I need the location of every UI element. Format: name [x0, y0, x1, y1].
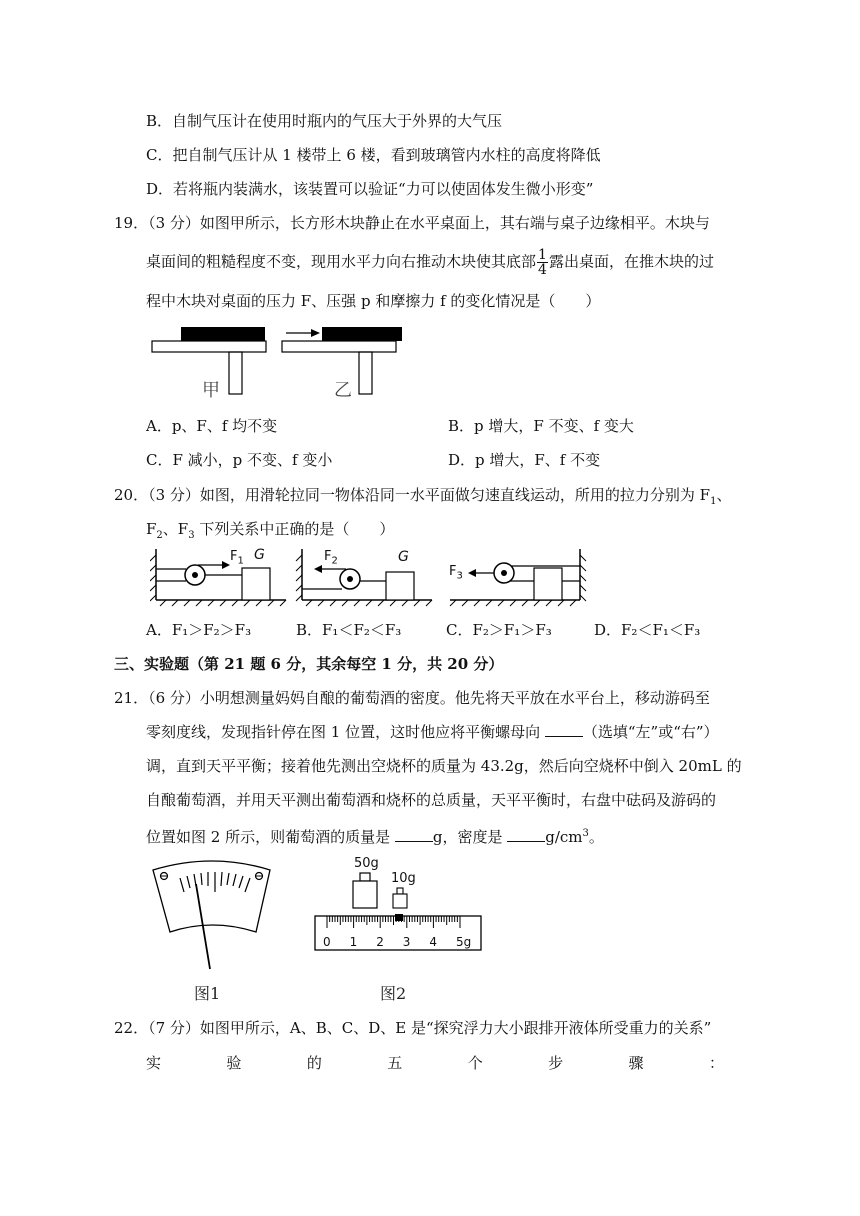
- fraction-denominator: 4: [538, 262, 547, 278]
- q20-option-d: D．F₂＜F₁＜F₃: [594, 621, 701, 639]
- q22-stem-line1: 22．（7 分）如图甲所示，A、B、C、D、E 是“探究浮力大小跟排开液体所受重力的关系”: [114, 1019, 712, 1037]
- q21-stem-line5-unit: g/cm: [545, 828, 583, 846]
- q22-char: 个: [467, 1054, 483, 1072]
- scale-tick-label: 2: [376, 935, 384, 949]
- q20-stem-line2: [146, 519, 394, 546]
- q21-stem-line2-post: （选填“左”或“右”）: [582, 723, 719, 741]
- push-arrow-head: [311, 329, 320, 337]
- q19-figure: [148, 322, 428, 404]
- block-b: [322, 327, 402, 341]
- weight-10g-body: [393, 894, 407, 908]
- q18-option-b: B．自制气压计在使用时瓶内的气压大于外界的大气压: [146, 112, 503, 130]
- figure-1-label: 图1: [194, 984, 221, 1003]
- subscript: 1: [710, 496, 717, 507]
- weight-50g-label: 50g: [354, 856, 379, 871]
- pulley-panel-1: [150, 549, 286, 606]
- weight-50g-body: [353, 881, 377, 908]
- answer-blank-density[interactable]: [507, 827, 545, 842]
- subscript: 2: [331, 555, 338, 567]
- q21-stem-line5-mid: g，密度是: [432, 828, 508, 846]
- pulley-panel-3: [450, 549, 586, 606]
- q22-char: 五: [387, 1054, 403, 1072]
- superscript: 3: [582, 828, 589, 839]
- q22-char: 的: [306, 1054, 322, 1072]
- weight-50g-knob: [360, 873, 370, 881]
- subscript: 3: [456, 570, 463, 582]
- scale-tick-label: 1: [349, 935, 358, 949]
- fig-label-f1: [230, 547, 244, 572]
- q18-option-d: D．若将瓶内装满水，该装置可以验证“力可以使固体发生微小形变”: [146, 180, 594, 198]
- fig-label-yi: 乙: [334, 380, 352, 401]
- q20-option-c: C．F₂＞F₁＞F₃: [446, 621, 552, 639]
- answer-blank-mass[interactable]: [395, 827, 433, 842]
- weight-10g-label: 10g: [391, 871, 416, 886]
- fraction-numerator: 1: [538, 247, 547, 263]
- q22-char: ：: [708, 1054, 724, 1072]
- fig-label-jia: 甲: [202, 380, 220, 401]
- q19-option-b: B．p 增大，F 不变、f 变大: [448, 417, 634, 435]
- scale-tick-label: 5g: [456, 935, 472, 949]
- fig-label-f2: [324, 547, 338, 572]
- answer-blank-direction[interactable]: [545, 722, 583, 737]
- q21-stem-line5-end: 。: [588, 828, 604, 846]
- q19-stem-line2-post: 露出桌面，在推木块的过: [548, 252, 714, 271]
- q22-char: 步: [548, 1054, 564, 1072]
- q19-option-c: C．F 减小，p 不变、f 变小: [146, 451, 333, 469]
- force-f: 、F: [162, 520, 189, 538]
- q22-char: 实: [146, 1054, 162, 1072]
- table-leg-a: [229, 352, 242, 394]
- q21-stem-line3: 调，直到天平平衡；接着他先测出空烧杯的质量为 43.2g，然后向空烧杯中倒入 20mL 的: [146, 757, 742, 775]
- q19-option-a: A．p、F、f 均不变: [146, 417, 278, 435]
- scale-tick-label: 3: [402, 935, 411, 949]
- force-label: F: [324, 549, 332, 564]
- force-f: F: [146, 520, 157, 538]
- q22-stem-line2: [146, 1053, 724, 1073]
- force-label: F: [449, 564, 457, 579]
- q21-stem-line1: 21．（6 分）小明想测量妈妈自酿的葡萄酒的密度。他先将天平放在水平台上，移动游码至: [114, 689, 710, 707]
- q19-stem-line2: [146, 248, 714, 277]
- q19-stem-line1: 19．（3 分）如图甲所示，长方形木块静止在水平桌面上，其右端与桌子边缘相平。木块与: [114, 214, 710, 232]
- q18-option-c: C．把自制气压计从 1 楼带上 6 楼，看到玻璃管内水柱的高度将降低: [146, 146, 601, 164]
- q19-stem-line2-pre: 桌面间的粗糙程度不变，现用水平力向右推动木块使其底部: [146, 252, 537, 271]
- fig-label-g1: G: [254, 547, 265, 563]
- rider: [395, 914, 403, 921]
- fig-label-g2: G: [398, 549, 409, 565]
- table-top-b: [282, 341, 396, 352]
- pulley-panel-2: [296, 549, 432, 606]
- subscript: 1: [237, 555, 244, 567]
- q20-stem-line1: [114, 485, 731, 512]
- q22-char: 验: [226, 1054, 242, 1072]
- q19-option-d: D．p 增大，F、f 不变: [448, 451, 601, 469]
- fig-label-f3: [449, 562, 463, 587]
- q22-char: 骤: [628, 1054, 644, 1072]
- q20-stem-text: 20．（3 分）如图，用滑轮拉同一物体沿同一水平面做匀速直线运动，所用的拉力分别为 F: [114, 486, 711, 504]
- q21-stem-line2-pre: 零刻度线，发现指针停在图 1 位置，这时他应将平衡螺母向: [146, 723, 545, 741]
- table-top-a: [152, 341, 266, 352]
- scale-tick-label: 0: [323, 935, 331, 949]
- table-leg-b: [359, 352, 372, 394]
- scale-tick-label: 4: [429, 935, 438, 949]
- q20-figure: [150, 545, 590, 607]
- figure-2-label: 图2: [380, 984, 407, 1003]
- q19-stem-line3: 程中木块对桌面的压力 F、压强 p 和摩擦力 f 的变化情况是（ ）: [146, 292, 601, 310]
- q21-stem-line2: [146, 722, 719, 742]
- block-a: [181, 327, 265, 341]
- subscript: 3: [188, 530, 195, 541]
- q20-option-b: B．F₁＜F₂＜F₃: [296, 621, 402, 639]
- fraction-one-quarter: [537, 248, 548, 277]
- force-label: F: [230, 549, 238, 564]
- figure-1-dial: [150, 852, 275, 977]
- q20-stem-question: 下列关系中正确的是（ ）: [194, 520, 395, 538]
- q21-stem-line5: [146, 824, 604, 847]
- q20-option-a: A．F₁＞F₂＞F₃: [146, 621, 252, 639]
- q21-stem-line5-pre: 位置如图 2 所示，则葡萄酒的质量是: [146, 828, 395, 846]
- section-title: 三、实验题（第 21 题 6 分，其余每空 1 分，共 20 分）: [114, 655, 504, 673]
- q20-stem-tail: 、: [716, 486, 732, 504]
- q21-stem-line4: 自酿葡萄酒，并用天平测出葡萄酒和烧杯的总质量，天平平衡时，右盘中砝码及游码的: [146, 791, 717, 809]
- subscript: 2: [156, 530, 163, 541]
